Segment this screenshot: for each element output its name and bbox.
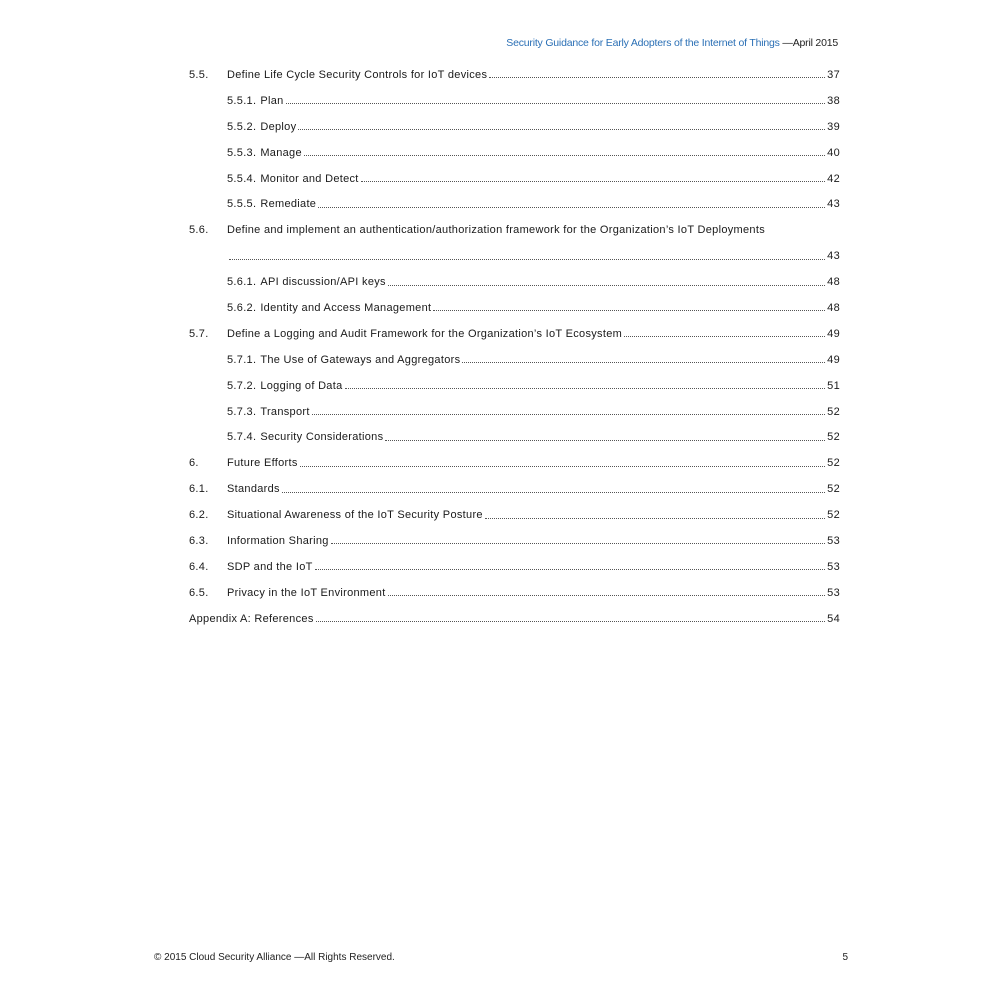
toc-entry[interactable] bbox=[189, 580, 840, 606]
toc-entry-page[interactable]: 40 bbox=[827, 146, 840, 159]
footer-page-number: 5 bbox=[842, 952, 848, 963]
toc-leader-dots bbox=[282, 492, 825, 493]
toc-entry[interactable] bbox=[189, 62, 840, 88]
toc-entry[interactable] bbox=[189, 114, 840, 140]
table-of-contents bbox=[189, 62, 840, 632]
toc-entry[interactable] bbox=[189, 554, 840, 580]
toc-leader-dots bbox=[433, 310, 825, 311]
toc-leader-dots bbox=[318, 207, 825, 208]
toc-entry-page[interactable]: 48 bbox=[827, 301, 840, 314]
toc-entry-label[interactable]: Standards bbox=[227, 483, 280, 496]
toc-entry-page[interactable]: 52 bbox=[827, 457, 840, 470]
toc-entry-number: 5.5.3. bbox=[227, 146, 257, 159]
toc-entry-label[interactable]: SDP and the IoT bbox=[227, 560, 313, 573]
toc-entry-label[interactable]: The Use of Gateways and Aggregators bbox=[260, 353, 461, 366]
toc-entry[interactable] bbox=[189, 476, 840, 502]
toc-entry[interactable] bbox=[189, 606, 840, 632]
toc-entry-page[interactable]: 52 bbox=[827, 509, 840, 522]
toc-entry-number: 5.5.1. bbox=[227, 94, 257, 107]
toc-entry[interactable] bbox=[189, 373, 840, 399]
header-title: Security Guidance for Early Adopters of the Internet of Things bbox=[506, 37, 780, 49]
toc-entry-page[interactable]: 43 bbox=[827, 198, 840, 211]
toc-entry-number: 5.6.1. bbox=[227, 276, 257, 289]
toc-entry-label[interactable]: Situational Awareness of the IoT Security Posture bbox=[227, 509, 483, 522]
toc-entry-label[interactable]: API discussion/API keys bbox=[260, 276, 386, 289]
toc-leader-dots bbox=[388, 285, 825, 286]
toc-entry[interactable] bbox=[189, 295, 840, 321]
toc-leader-dots bbox=[304, 155, 825, 156]
toc-leader-dots bbox=[331, 543, 825, 544]
toc-leader-dots bbox=[385, 440, 825, 441]
toc-entry[interactable] bbox=[189, 528, 840, 554]
toc-entry-label[interactable]: Monitor and Detect bbox=[260, 172, 359, 185]
toc-entry-label[interactable]: Define and implement an authentication/authorization framework for the Organization’s IoT Deployments bbox=[227, 224, 766, 237]
toc-entry[interactable] bbox=[189, 269, 840, 295]
toc-leader-dots bbox=[316, 621, 826, 622]
toc-entry-page[interactable]: 48 bbox=[827, 276, 840, 289]
toc-entry-number: 6. bbox=[189, 457, 199, 470]
toc-entry-page[interactable]: 54 bbox=[827, 612, 840, 625]
toc-leader-dots bbox=[485, 518, 825, 519]
toc-entry-page[interactable]: 38 bbox=[827, 94, 840, 107]
toc-entry-page[interactable]: 37 bbox=[827, 68, 840, 81]
toc-entry-label[interactable]: Information Sharing bbox=[227, 534, 329, 547]
toc-entry-label[interactable]: Future Efforts bbox=[227, 457, 298, 470]
toc-entry-label[interactable]: Transport bbox=[260, 405, 310, 418]
toc-entry[interactable] bbox=[189, 347, 840, 373]
toc-entry-number: 5.5. bbox=[189, 68, 209, 81]
toc-entry-label[interactable]: Deploy bbox=[260, 120, 297, 133]
toc-entry-number: 6.3. bbox=[189, 534, 209, 547]
toc-entry[interactable] bbox=[189, 321, 840, 347]
toc-entry-page[interactable]: 42 bbox=[827, 172, 840, 185]
toc-entry-label[interactable]: Privacy in the IoT Environment bbox=[227, 586, 386, 599]
toc-leader-dots bbox=[286, 103, 826, 104]
header-date: —April 2015 bbox=[779, 37, 838, 49]
toc-entry-page[interactable]: 49 bbox=[827, 353, 840, 366]
toc-entry-label[interactable]: Logging of Data bbox=[260, 379, 343, 392]
toc-entry-number: 5.6. bbox=[189, 224, 209, 237]
toc-leader-dots bbox=[388, 595, 826, 596]
toc-leader-dots bbox=[345, 388, 826, 389]
toc-entry-label[interactable]: Appendix A: References bbox=[189, 612, 314, 625]
toc-entry-label[interactable]: Define a Logging and Audit Framework for the Organization’s IoT Ecosystem bbox=[227, 327, 623, 340]
toc-entry[interactable] bbox=[189, 88, 840, 114]
toc-entry-page[interactable]: 43 bbox=[827, 250, 840, 263]
toc-entry[interactable] bbox=[189, 424, 840, 450]
toc-entry[interactable] bbox=[189, 450, 840, 476]
toc-entry-page[interactable]: 39 bbox=[827, 120, 840, 133]
page-footer bbox=[154, 952, 848, 963]
toc-entry-number: 5.7.3. bbox=[227, 405, 257, 418]
toc-entry[interactable] bbox=[189, 191, 840, 217]
toc-entry-number: 5.7.2. bbox=[227, 379, 257, 392]
toc-leader-dots bbox=[361, 181, 825, 182]
toc-entry-number: 5.7. bbox=[189, 327, 209, 340]
toc-entry-number: 5.7.4. bbox=[227, 431, 257, 444]
toc-entry-number: 5.5.5. bbox=[227, 198, 257, 211]
toc-entry-page[interactable]: 49 bbox=[827, 327, 840, 340]
toc-leader-dots bbox=[489, 77, 825, 78]
toc-entry-number: 5.5.4. bbox=[227, 172, 257, 185]
toc-entry-number: 6.5. bbox=[189, 586, 209, 599]
toc-entry-label[interactable]: Remediate bbox=[260, 198, 317, 211]
toc-leader-dots bbox=[300, 466, 826, 467]
toc-entry-label[interactable]: Identity and Access Management bbox=[260, 301, 432, 314]
toc-entry-number: 5.5.2. bbox=[227, 120, 257, 133]
toc-entry-number: 5.6.2. bbox=[227, 301, 257, 314]
toc-entry-page[interactable]: 52 bbox=[827, 405, 840, 418]
toc-entry[interactable] bbox=[189, 502, 840, 528]
toc-leader-dots bbox=[229, 259, 825, 260]
toc-entry-page[interactable]: 52 bbox=[827, 483, 840, 496]
toc-entry-number: 6.2. bbox=[189, 509, 209, 522]
toc-entry-label[interactable]: Plan bbox=[260, 94, 284, 107]
toc-entry-page[interactable]: 52 bbox=[827, 431, 840, 444]
toc-entry[interactable] bbox=[189, 399, 840, 425]
toc-entry-page[interactable]: 53 bbox=[827, 534, 840, 547]
toc-entry-page[interactable]: 51 bbox=[827, 379, 840, 392]
toc-entry-number: 6.4. bbox=[189, 560, 209, 573]
toc-entry[interactable] bbox=[189, 217, 840, 269]
toc-entry-number: 5.7.1. bbox=[227, 353, 257, 366]
toc-leader-dots bbox=[298, 129, 825, 130]
toc-entry-label[interactable]: Security Considerations bbox=[260, 431, 384, 444]
toc-entry[interactable] bbox=[189, 140, 840, 166]
toc-entry-page[interactable]: 53 bbox=[827, 586, 840, 599]
toc-entry-number: 6.1. bbox=[189, 483, 209, 496]
toc-entry-label[interactable]: Define Life Cycle Security Controls for IoT devices bbox=[227, 68, 488, 81]
toc-entry-label[interactable]: Manage bbox=[260, 146, 302, 159]
running-header bbox=[506, 37, 838, 49]
toc-leader-dots bbox=[315, 569, 826, 570]
footer-copyright: © 2015 Cloud Security Alliance —All Rights Reserved. bbox=[154, 952, 395, 963]
toc-entry[interactable] bbox=[189, 166, 840, 192]
toc-leader-dots bbox=[624, 336, 825, 337]
toc-entry-page[interactable]: 53 bbox=[827, 560, 840, 573]
toc-leader-dots bbox=[312, 414, 825, 415]
toc-leader-dots bbox=[462, 362, 825, 363]
